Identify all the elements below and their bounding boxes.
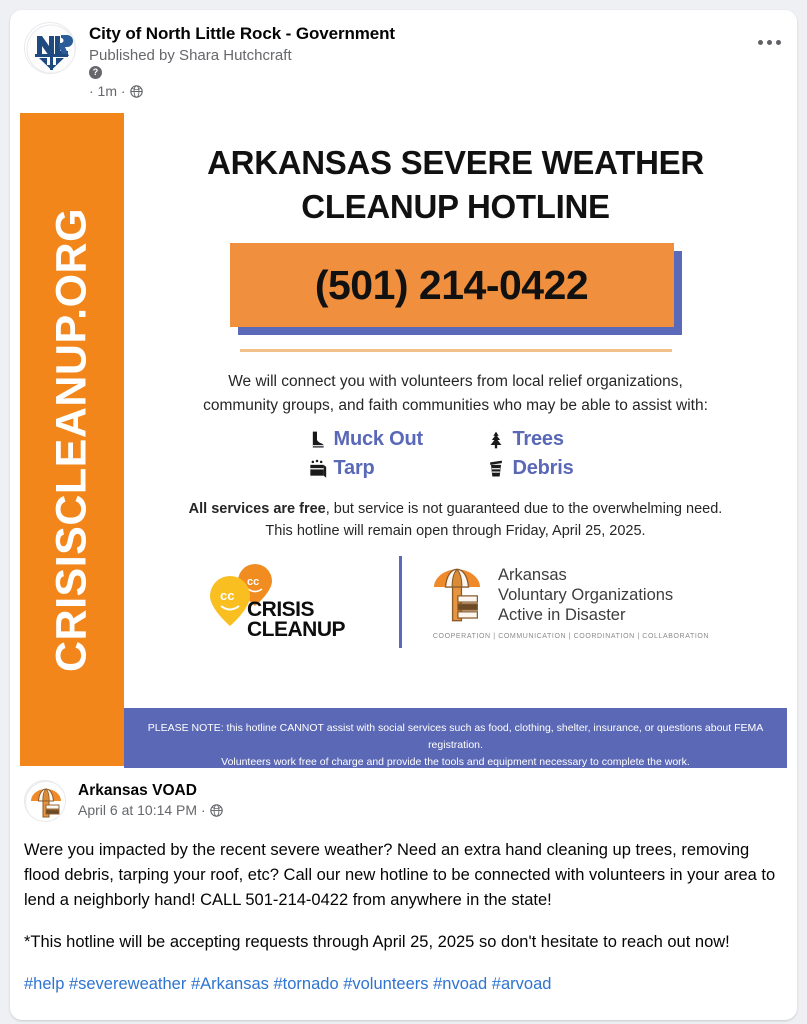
dot — [758, 40, 763, 45]
voad-line1: Arkansas — [498, 566, 567, 584]
flyer-headline-line1: ARKANSAS SEVERE WEATHER — [207, 144, 704, 181]
flyer-intro-line1: We will connect you with volunteers from local relief organizations, — [228, 373, 683, 390]
service-debris — [456, 457, 611, 480]
shared-meta — [78, 780, 223, 818]
svg-text:cc: cc — [247, 575, 260, 588]
svg-text:CRISIS: CRISIS — [247, 597, 315, 621]
crisis-cleanup-logo — [195, 560, 375, 645]
tarp-icon — [307, 458, 327, 480]
post-header — [10, 10, 797, 103]
services-list — [276, 428, 636, 480]
post-timestamp[interactable]: · 1m · — [89, 83, 126, 99]
shared-timestamp[interactable]: April 6 at 10:14 PM · — [78, 802, 206, 818]
voad-tree-icon — [426, 564, 488, 626]
tree-icon — [486, 429, 506, 451]
flyer-intro — [124, 352, 787, 418]
hotline-phone-number: (501) 214-0422 — [314, 261, 589, 308]
trash-can-icon — [486, 458, 506, 480]
service-label: Tarp — [333, 457, 375, 479]
service-label: Trees — [512, 428, 564, 450]
question-icon[interactable]: ? — [89, 66, 102, 79]
flyer-image[interactable] — [20, 113, 787, 768]
dot — [776, 40, 781, 45]
help-badge-row — [89, 66, 395, 79]
disclaimer-line1: PLEASE NOTE: this hotline CANNOT assist with social services such as food, clothing, shelter, insurance, or questions about FEMA registration. — [147, 722, 764, 751]
flyer-disclaimer — [124, 708, 787, 768]
service-tarp — [301, 457, 456, 480]
shared-post-body — [10, 822, 797, 997]
flyer-logos — [124, 556, 787, 648]
shared-timestamp-row — [78, 802, 223, 818]
service-label: Muck Out — [333, 428, 424, 450]
globe-icon — [210, 804, 223, 817]
avatar-city-of-north-little-rock[interactable] — [24, 22, 76, 74]
voad-logo-text — [498, 565, 673, 625]
flyer-note-bold: All services are free — [188, 501, 326, 517]
disclaimer-line2: Volunteers work free of charge and provide the tools and equipment necessary to complete the work. — [221, 756, 690, 768]
boot-icon — [307, 429, 327, 451]
flyer-note-line2: This hotline will remain open through Friday, April 25, 2025. — [265, 523, 646, 539]
post-header-text — [89, 22, 395, 99]
avatar-arkansas-voad[interactable] — [24, 780, 66, 822]
flyer-headline — [124, 113, 787, 229]
logo-divider — [399, 556, 402, 648]
post-timestamp-row — [89, 83, 395, 99]
flyer-note-rest: , but service is not guaranteed due to the overwhelming need. — [325, 501, 723, 517]
shared-author-row — [24, 780, 783, 822]
flyer-note-line1 — [144, 498, 767, 520]
published-by: Published by Shara Hutchcraft — [89, 47, 292, 64]
flyer-content — [124, 113, 787, 768]
phone-number-block — [230, 243, 682, 335]
voad-line3: Active in Disaster — [498, 606, 626, 624]
phone-box — [230, 243, 674, 327]
service-trees — [456, 428, 611, 451]
more-options-icon[interactable] — [758, 40, 781, 45]
page-title[interactable]: City of North Little Rock - Government — [89, 24, 395, 43]
service-muck-out — [301, 428, 456, 451]
svg-text:cc: cc — [220, 587, 235, 603]
post-paragraph-1: Were you impacted by the recent severe weather? Need an extra hand cleaning up trees, removing flood debris, tarping your roof, etc? Call our new hotline to be connected with volunteers in your area to lend a neighborly hand! CALL 501-214-0422 from anywhere in the state! — [24, 841, 776, 909]
voad-logo-top — [426, 564, 716, 626]
services-row-2 — [276, 457, 636, 480]
post-hashtags[interactable]: #help #severeweather #Arkansas #tornado #volunteers #nvoad #arvoad — [24, 975, 552, 993]
shared-author-name[interactable]: Arkansas VOAD — [78, 782, 197, 799]
voad-line2: Voluntary Organizations — [498, 586, 674, 604]
shared-post-header — [10, 768, 797, 822]
flyer-intro-line2: community groups, and faith communities who may be able to assist with: — [203, 397, 708, 414]
flyer-note — [124, 480, 787, 542]
dot — [767, 40, 772, 45]
service-label: Debris — [512, 457, 574, 479]
svg-text:CLEANUP: CLEANUP — [247, 617, 346, 641]
arkansas-voad-logo — [426, 564, 716, 640]
voad-tagline: COOPERATION | COMMUNICATION | COORDINATION | COLLABORATION — [432, 633, 710, 640]
flyer-headline-line2: CLEANUP HOTLINE — [301, 188, 610, 225]
flyer-sidebar — [20, 113, 124, 766]
post-paragraph-2: *This hotline will be accepting requests through April 25, 2025 so don't hesitate to reach out now! — [24, 933, 730, 951]
globe-icon — [130, 85, 143, 98]
services-row-1 — [276, 428, 636, 451]
flyer-sidebar-url: CRISISCLEANUP.ORG — [47, 207, 96, 672]
post-card — [10, 10, 797, 1020]
